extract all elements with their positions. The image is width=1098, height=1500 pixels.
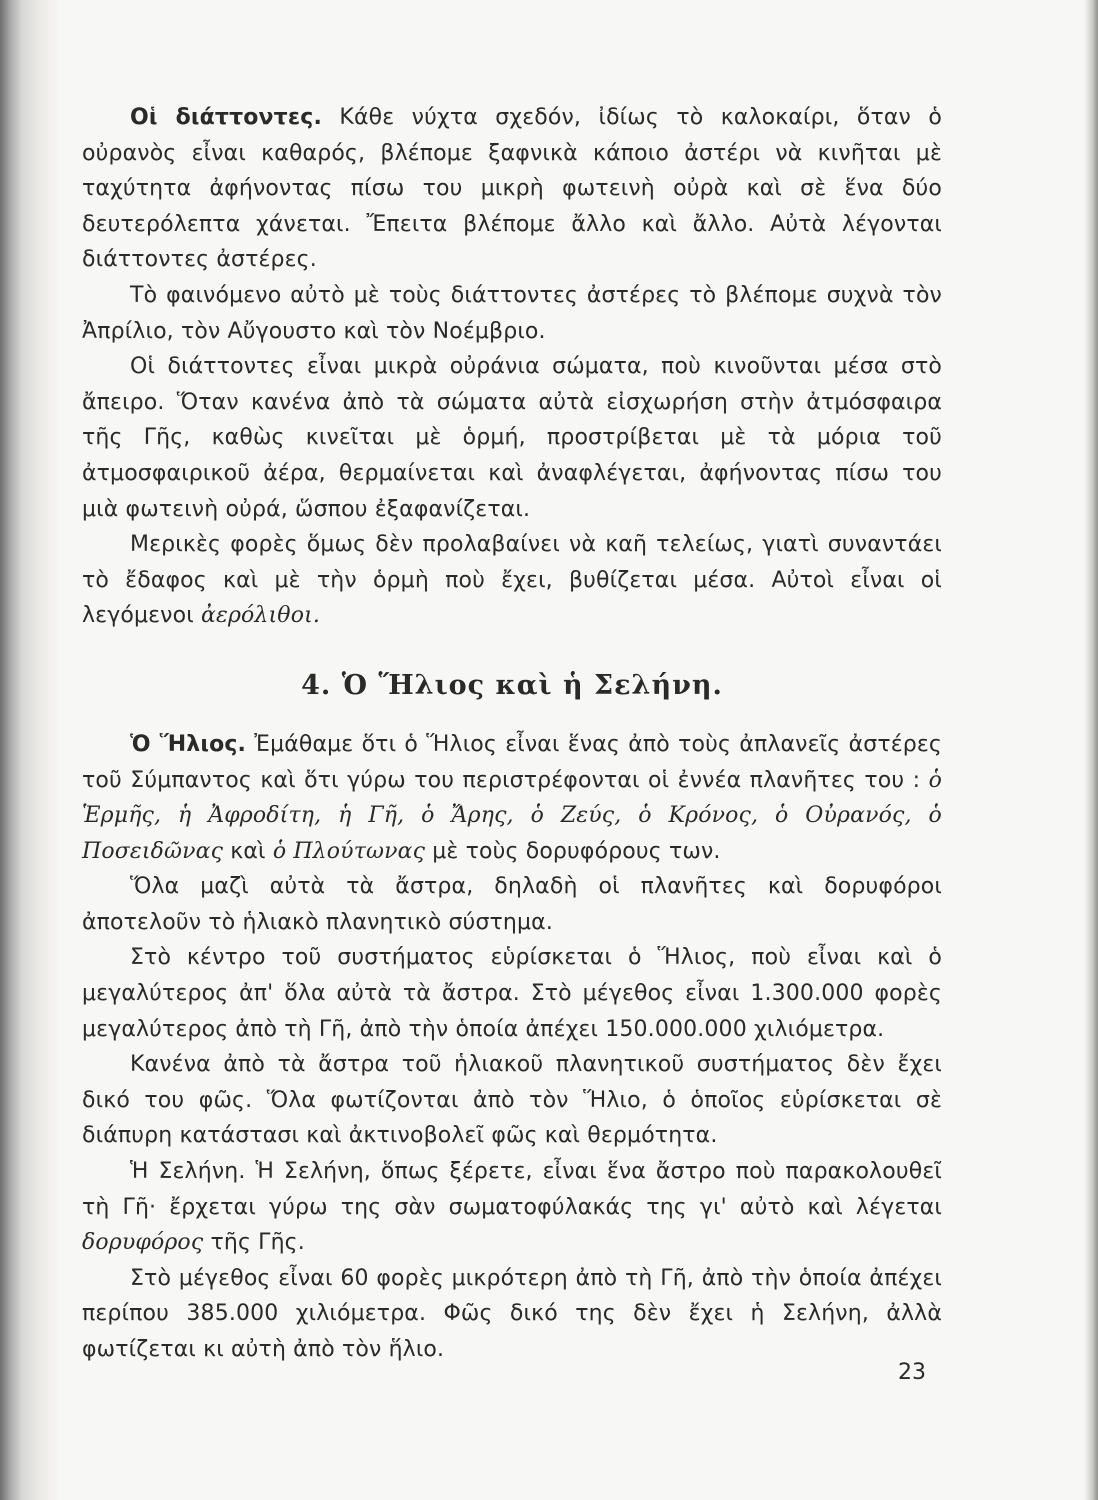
moon-paragraph-1 bbox=[82, 1154, 942, 1261]
meteors-paragraph-1 bbox=[82, 100, 942, 278]
sun-paragraph-2: Ὅλα μαζὶ αὐτὰ τὰ ἄστρα, δηλαδὴ οἱ πλανῆτες καὶ δορυφόροι ἀποτελοῦν τὸ ἡλιακὸ πλανητικὸ σύστημα. bbox=[82, 874, 942, 935]
meteors-paragraph-3: Οἱ διάττοντες εἶναι μικρὰ οὐράνια σώματα, ποὺ κινοῦνται μέσα στὸ ἄπειρο. Ὅταν κανένα ἀπὸ τὰ σώματα αὐτὰ εἰσχωρήση στὴν ἀτμόσφαιρα τῆς Γῆς, καθὼς κινεῖται μὲ ὁρμή, προστρίβεται μὲ τὰ μόρια τοῦ ἀτμοσφαιρικοῦ ἀέρα, θερμαίνεται καὶ ἀναφλέγεται, ἀφήνοντας πίσω του μιὰ φωτεινὴ οὐρά, ὥσπου ἐξαφανίζεται. bbox=[82, 354, 942, 522]
sun-text-and: καὶ bbox=[230, 838, 266, 864]
moon-heading: Ἡ Σελήνη. bbox=[130, 1159, 246, 1185]
page-number: 23 bbox=[898, 1360, 926, 1385]
moon-text-1-end: τῆς Γῆς. bbox=[210, 1230, 305, 1256]
meteors-heading: Οἱ διάττοντες. bbox=[130, 105, 322, 130]
moon-paragraph-2: Στὸ μέγεθος εἶναι 60 φορὲς μικρότερη ἀπὸ τὴ Γῆ, ἀπὸ τὴν ὁποία ἀπέχει περίπου 385.000 χιλιόμετρα. Φῶς δικό της δὲν ἔχει ἡ Σελήνη, ἀλλὰ φωτίζεται κι αὐτὴ ἀπὸ τὸν ἥλιο. bbox=[82, 1265, 942, 1362]
sun-paragraph-3: Στὸ κέντρο τοῦ συστήματος εὑρίσκεται ὁ Ἥλιος, ποὺ εἶναι καὶ ὁ μεγαλύτερος ἀπ' ὅλα αὐτὰ τὰ ἄστρα. Στὸ μέγεθος εἶναι 1.300.000 φορὲς μεγαλύτερος ἀπὸ τὴ Γῆ, ἀπὸ τὴν ὁποία ἀπέχει 150.000.000 χιλιόμετρα. bbox=[82, 945, 942, 1042]
moon-text-1: Ἡ Σελήνη, ὅπως ξέρετε, εἶναι ἕνα ἄστρο ποὺ παρακολουθεῖ τὴ Γῆ· ἔρχεται γύρω της σὰν σωματοφύλακάς της γι' αὐτὸ καὶ λέγεται bbox=[82, 1159, 942, 1220]
sun-paragraph-4: Κανένα ἀπὸ τὰ ἄστρα τοῦ ἡλιακοῦ πλανητικοῦ συστήματος δὲν ἔχει δικό του φῶς. Ὅλα φωτίζονται ἀπὸ τὸν Ἥλιο, ὁ ὁποῖος εὑρίσκεται σὲ διάπυρη κατάστασι καὶ ἀκτινοβολεῖ φῶς καὶ θερμότητα. bbox=[82, 1052, 942, 1149]
planet-name: ὁ Ποσειδῶνας bbox=[82, 803, 942, 864]
sun-heading: Ὁ Ἥλιος. bbox=[130, 731, 247, 757]
sun-text-1: Ἐμάθαμε ὅτι ὁ Ἥλιος εἶναι ἕνας ἀπὸ τοὺς ἀπλανεῖς ἀστέρες τοῦ Σύμπαντος καὶ ὅτι γύρω του περιστρέφονται οἱ ἐννέα πλανῆτες του : bbox=[82, 731, 942, 793]
meteors-paragraph-4 bbox=[82, 527, 942, 634]
planet-name: ὁ Πλούτωνας bbox=[272, 838, 426, 864]
chapter-heading: 4. Ὁ Ἥλιος καὶ ἡ Σελήνη. bbox=[301, 669, 723, 701]
aerolites-term: ἀερόλιθοι. bbox=[200, 603, 321, 629]
sun-paragraph-1 bbox=[82, 727, 942, 869]
planet-name: ὁ Κρόνος, bbox=[638, 803, 759, 829]
satellite-term: δορυφόρος bbox=[82, 1230, 204, 1256]
planet-name: ὁ Ζεύς, bbox=[530, 803, 622, 829]
meteors-text-4: Μερικὲς φορὲς ὅμως δὲν προλαβαίνει νὰ καῆ τελείως, γιατὶ συναντάει τὸ ἔδαφος καὶ μὲ τὴν ὁρμὴ ποὺ ἔχει, βυθίζεται μέσα. Αὐτοὶ εἶναι οἱ λεγόμενοι bbox=[82, 532, 942, 629]
planet-name: ὁ Ἑρμῆς, bbox=[82, 767, 942, 829]
page-content bbox=[82, 100, 942, 1368]
planet-name: ἡ Ἀφροδίτη, bbox=[178, 803, 322, 829]
meteors-paragraph-2: Τὸ φαινόμενο αὐτὸ μὲ τοὺς διάττοντες ἀστέρες τὸ βλέπομε συχνὰ τὸν Ἀπρίλιο, τὸν Αὔγουστο καὶ τὸν Νοέμβριο. bbox=[82, 282, 942, 344]
sun-text-1-end: μὲ τοὺς δορυφόρους των. bbox=[432, 838, 721, 864]
meteors-text-1: Κάθε νύχτα σχεδόν, ἰδίως τὸ καλοκαίρι, ὅταν ὁ οὐρανὸς εἶναι καθαρός, βλέπομε ξαφνικὰ κάποιο ἀστέρι νὰ κινῆται μὲ ταχύτητα ἀφήνοντας πίσω του μικρὴ φωτεινὴ οὐρὰ καὶ σὲ ἕνα δύο δευτερόλεπτα χάνεται. Ἔπειτα βλέπομε ἄλλο καὶ ἄλλο. Αὐτὰ λέγονται διάττοντες ἀστέρες. bbox=[82, 105, 942, 273]
book-binding-shadow bbox=[0, 0, 60, 1500]
planet-name: ὁ Οὐρανός, bbox=[775, 803, 912, 829]
planet-name: ἡ Γῆ, bbox=[338, 803, 405, 829]
planet-name: ὁ Ἄρης, bbox=[421, 803, 514, 829]
page-edge-shadow bbox=[1084, 0, 1098, 1500]
